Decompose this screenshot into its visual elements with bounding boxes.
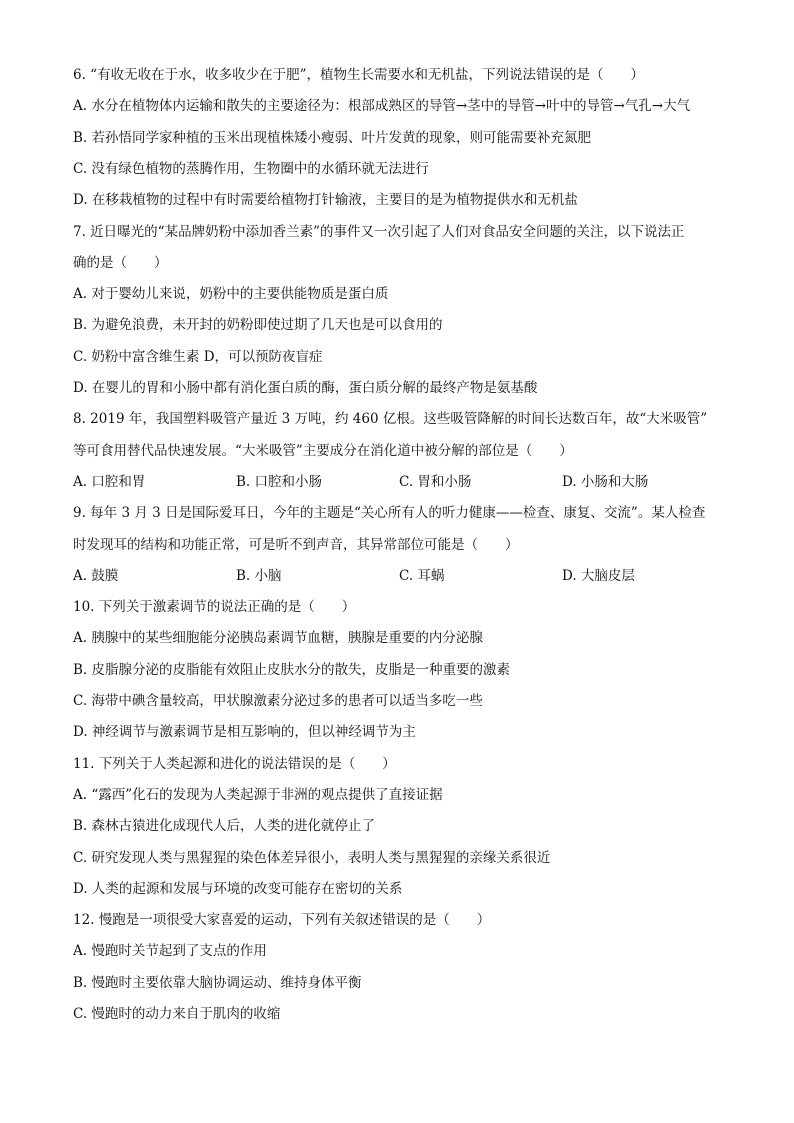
answer-option[interactable]: A. “露西”化石的发现为人类起源于非洲的观点提供了直接证据	[73, 786, 443, 803]
answer-option[interactable]: A. 水分在植物体内运输和散失的主要途径为：根部成熟区的导管→茎中的导管→叶中的导管→气孔→大气	[73, 98, 691, 115]
answer-option[interactable]: A. 对于婴幼儿来说，奶粉中的主要供能物质是蛋白质	[73, 286, 389, 303]
answer-option[interactable]: C. 耳蜗	[399, 567, 445, 584]
answer-option[interactable]: B. 慢跑时主要依靠大脑协调运动、维持身体平衡	[73, 974, 362, 991]
answer-option[interactable]: A. 鼓膜	[73, 567, 119, 584]
question-stem: 11. 下列关于人类起源和进化的说法错误的是（ ）	[73, 755, 396, 772]
answer-option[interactable]: C. 研究发现人类与黑猩猩的染色体差异很小，表明人类与黑猩猩的亲缘关系很近	[73, 849, 551, 866]
answer-option[interactable]: B. 为避免浪费，未开封的奶粉即使过期了几天也是可以食用的	[73, 317, 443, 334]
answer-option[interactable]: B. 森林古猿进化成现代人后，人类的进化就停止了	[73, 818, 376, 835]
answer-option[interactable]: C. 没有绿色植物的蒸腾作用，生物圈中的水循环就无法进行	[73, 160, 429, 177]
answer-option[interactable]: D. 大脑皮层	[562, 567, 635, 584]
question-stem: 时发现耳的结构和功能正常，可是听不到声音，其异常部位可能是（ ）	[73, 536, 519, 553]
question-stem: 确的是（ ）	[73, 254, 168, 271]
answer-option[interactable]: D. 人类的起源和发展与环境的改变可能存在密切的关系	[73, 880, 403, 897]
question-stem: 10. 下列关于激素调节的说法正确的是（ ）	[73, 599, 356, 616]
answer-options-row	[73, 566, 754, 586]
question-stem: 12. 慢跑是一项很受大家喜爱的运动，下列有关叙述错误的是（ ）	[73, 912, 491, 929]
answer-option[interactable]: B. 皮脂腺分泌的皮脂能有效阻止皮肤水分的散失，皮脂是一种重要的激素	[73, 661, 511, 678]
answer-option[interactable]: A. 慢跑时关节起到了支点的作用	[73, 943, 267, 960]
question-stem: 9. 每年 3 月 3 日是国际爱耳日，今年的主题是“关心所有人的听力健康——检查、康复、交流”。某人检查	[73, 505, 706, 522]
answer-option[interactable]: D. 小肠和大肠	[562, 473, 649, 490]
answer-option[interactable]: C. 奶粉中富含维生素 D，可以预防夜盲症	[73, 348, 323, 365]
answer-option[interactable]: A. 胰腺中的某些细胞能分泌胰岛素调节血糖，胰腺是重要的内分泌腺	[73, 630, 483, 647]
answer-option[interactable]: B. 口腔和小肠	[236, 473, 323, 490]
answer-option[interactable]: D. 神经调节与激素调节是相互影响的，但以神经调节为主	[73, 724, 416, 741]
answer-option[interactable]: A. 口腔和胃	[73, 473, 146, 490]
question-stem: 8. 2019 年，我国塑料吸管产量近 3 万吨，约 460 亿根。这些吸管降解的时间长达数百年，故“大米吸管”	[73, 411, 708, 428]
answer-option[interactable]: C. 海带中碘含量较高，甲状腺激素分泌过多的患者可以适当多吃一些	[73, 693, 483, 709]
question-stem: 7. 近日曝光的“某品牌奶粉中添加香兰素”的事件又一次引起了人们对食品安全问题的关注，以下说法正	[73, 223, 685, 240]
question-stem: 等可食用替代品快速发展。“大米吸管”主要成分在消化道中被分解的部位是（ ）	[73, 442, 573, 459]
answer-option[interactable]: C. 慢跑时的动力来自于肌肉的收缩	[73, 1006, 281, 1022]
answer-option[interactable]: B. 小脑	[236, 567, 282, 584]
answer-option[interactable]: D. 在婴儿的胃和小肠中都有消化蛋白质的酶，蛋白质分解的最终产物是氨基酸	[73, 380, 538, 396]
answer-option[interactable]: C. 胃和小肠	[399, 473, 472, 490]
answer-option[interactable]: D. 在移栽植物的过程中有时需要给植物打针输液，主要目的是为植物提供水和无机盐	[73, 192, 578, 209]
answer-options-row	[73, 472, 754, 492]
answer-option[interactable]: B. 若孙悟同学家种植的玉米出现植株矮小瘦弱、叶片发黄的现象，则可能需要补充氮肥	[73, 129, 592, 146]
question-stem: 6. “有收无收在于水，收多收少在于肥”，植物生长需要水和无机盐，下列说法错误的是（ ）	[73, 67, 644, 83]
